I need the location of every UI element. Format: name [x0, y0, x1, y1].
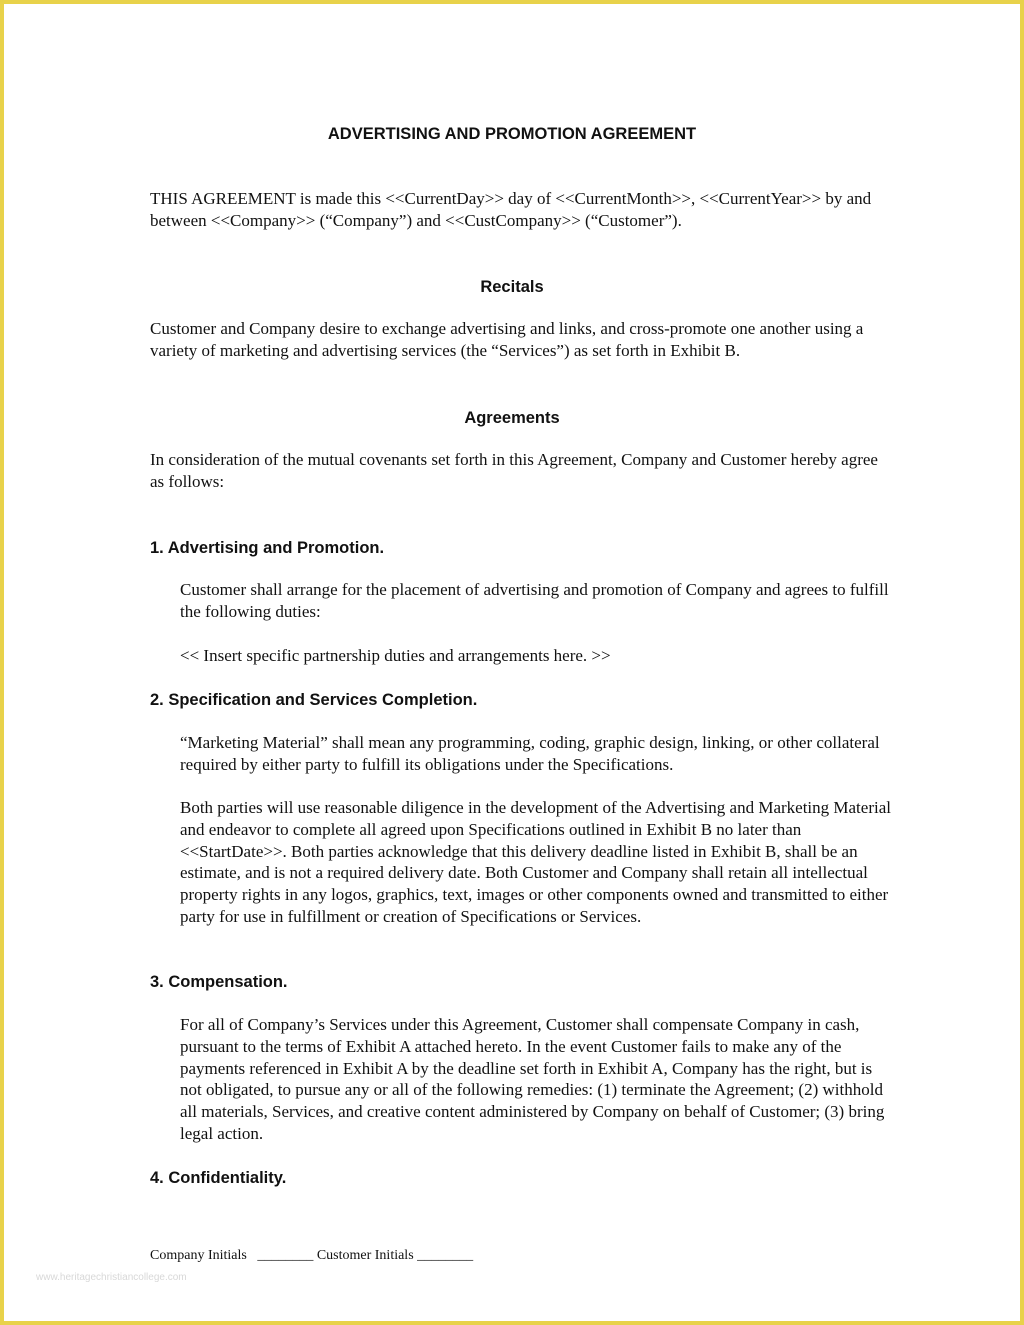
- section-3-paragraph-1: For all of Company’s Services under this Agreement, Customer shall compensate Company in cash, pursuant to the terms of Exhibit A attached hereto. In the event Customer fails to make any of the payments referenced in Exhibit A by the deadline set forth in Exhibit A, Company has the right, but is not obligated, to pursue any or all of the following remedies: (1) terminate the Agreement; (2) withhold all materials, Services, and creative content administered by Company on behalf of Customer; (3) bring legal action.: [180, 1015, 885, 1143]
- section-heading-2: 2. Specification and Services Completion.: [150, 691, 478, 709]
- initials-footer: Company Initials ________ Customer Initials ________: [150, 1248, 474, 1263]
- document-title: ADVERTISING AND PROMOTION AGREEMENT: [327, 125, 697, 143]
- recitals-heading: Recitals: [480, 278, 544, 296]
- section-1-paragraph-2: << Insert specific partnership duties and arrangements here. >>: [180, 646, 611, 665]
- section-2-paragraph-2: Both parties will use reasonable diligence in the development of the Advertising and Marketing Material and endeavor to complete all agreed upon Specifications outlined in Exhibit B no later than <<StartDate>>. Both parties acknowledge that this delivery deadline listed in Exhibit B, shall be an estimate, and is not a required delivery date. Both Customer and Company shall retain all intellectual property rights in any logos, graphics, text, images or other components owned and transmitted to either party for use in fulfillment or creation of Specifications or Services.: [180, 798, 891, 926]
- watermark-text: www.heritagechristiancollege.com: [36, 1272, 187, 1283]
- section-heading-3: 3. Compensation.: [150, 973, 288, 991]
- intro-paragraph: THIS AGREEMENT is made this <<CurrentDay>> day of <<CurrentMonth>>, <<CurrentYear>> by and between <<Company>> (“Company”) and <<CustCompany>> (“Customer”).: [150, 189, 872, 230]
- agreements-heading: Agreements: [464, 409, 560, 427]
- document-page: [4, 4, 1020, 1321]
- section-1-paragraph-1: Customer shall arrange for the placement of advertising and promotion of Company and agrees to fulfill the following duties:: [180, 580, 889, 621]
- section-heading-4: 4. Confidentiality.: [150, 1169, 287, 1187]
- section-heading-1: 1. Advertising and Promotion.: [150, 539, 385, 557]
- section-2-paragraph-1: “Marketing Material” shall mean any programming, coding, graphic design, linking, or other collateral required by either party to fulfill its obligations under the Specifications.: [180, 733, 880, 774]
- recitals-paragraph: Customer and Company desire to exchange advertising and links, and cross-promote one another using a variety of marketing and advertising services (the “Services”) as set forth in Exhibit B.: [150, 319, 864, 360]
- agreements-paragraph: In consideration of the mutual covenants set forth in this Agreement, Company and Customer hereby agree as follows:: [150, 450, 878, 491]
